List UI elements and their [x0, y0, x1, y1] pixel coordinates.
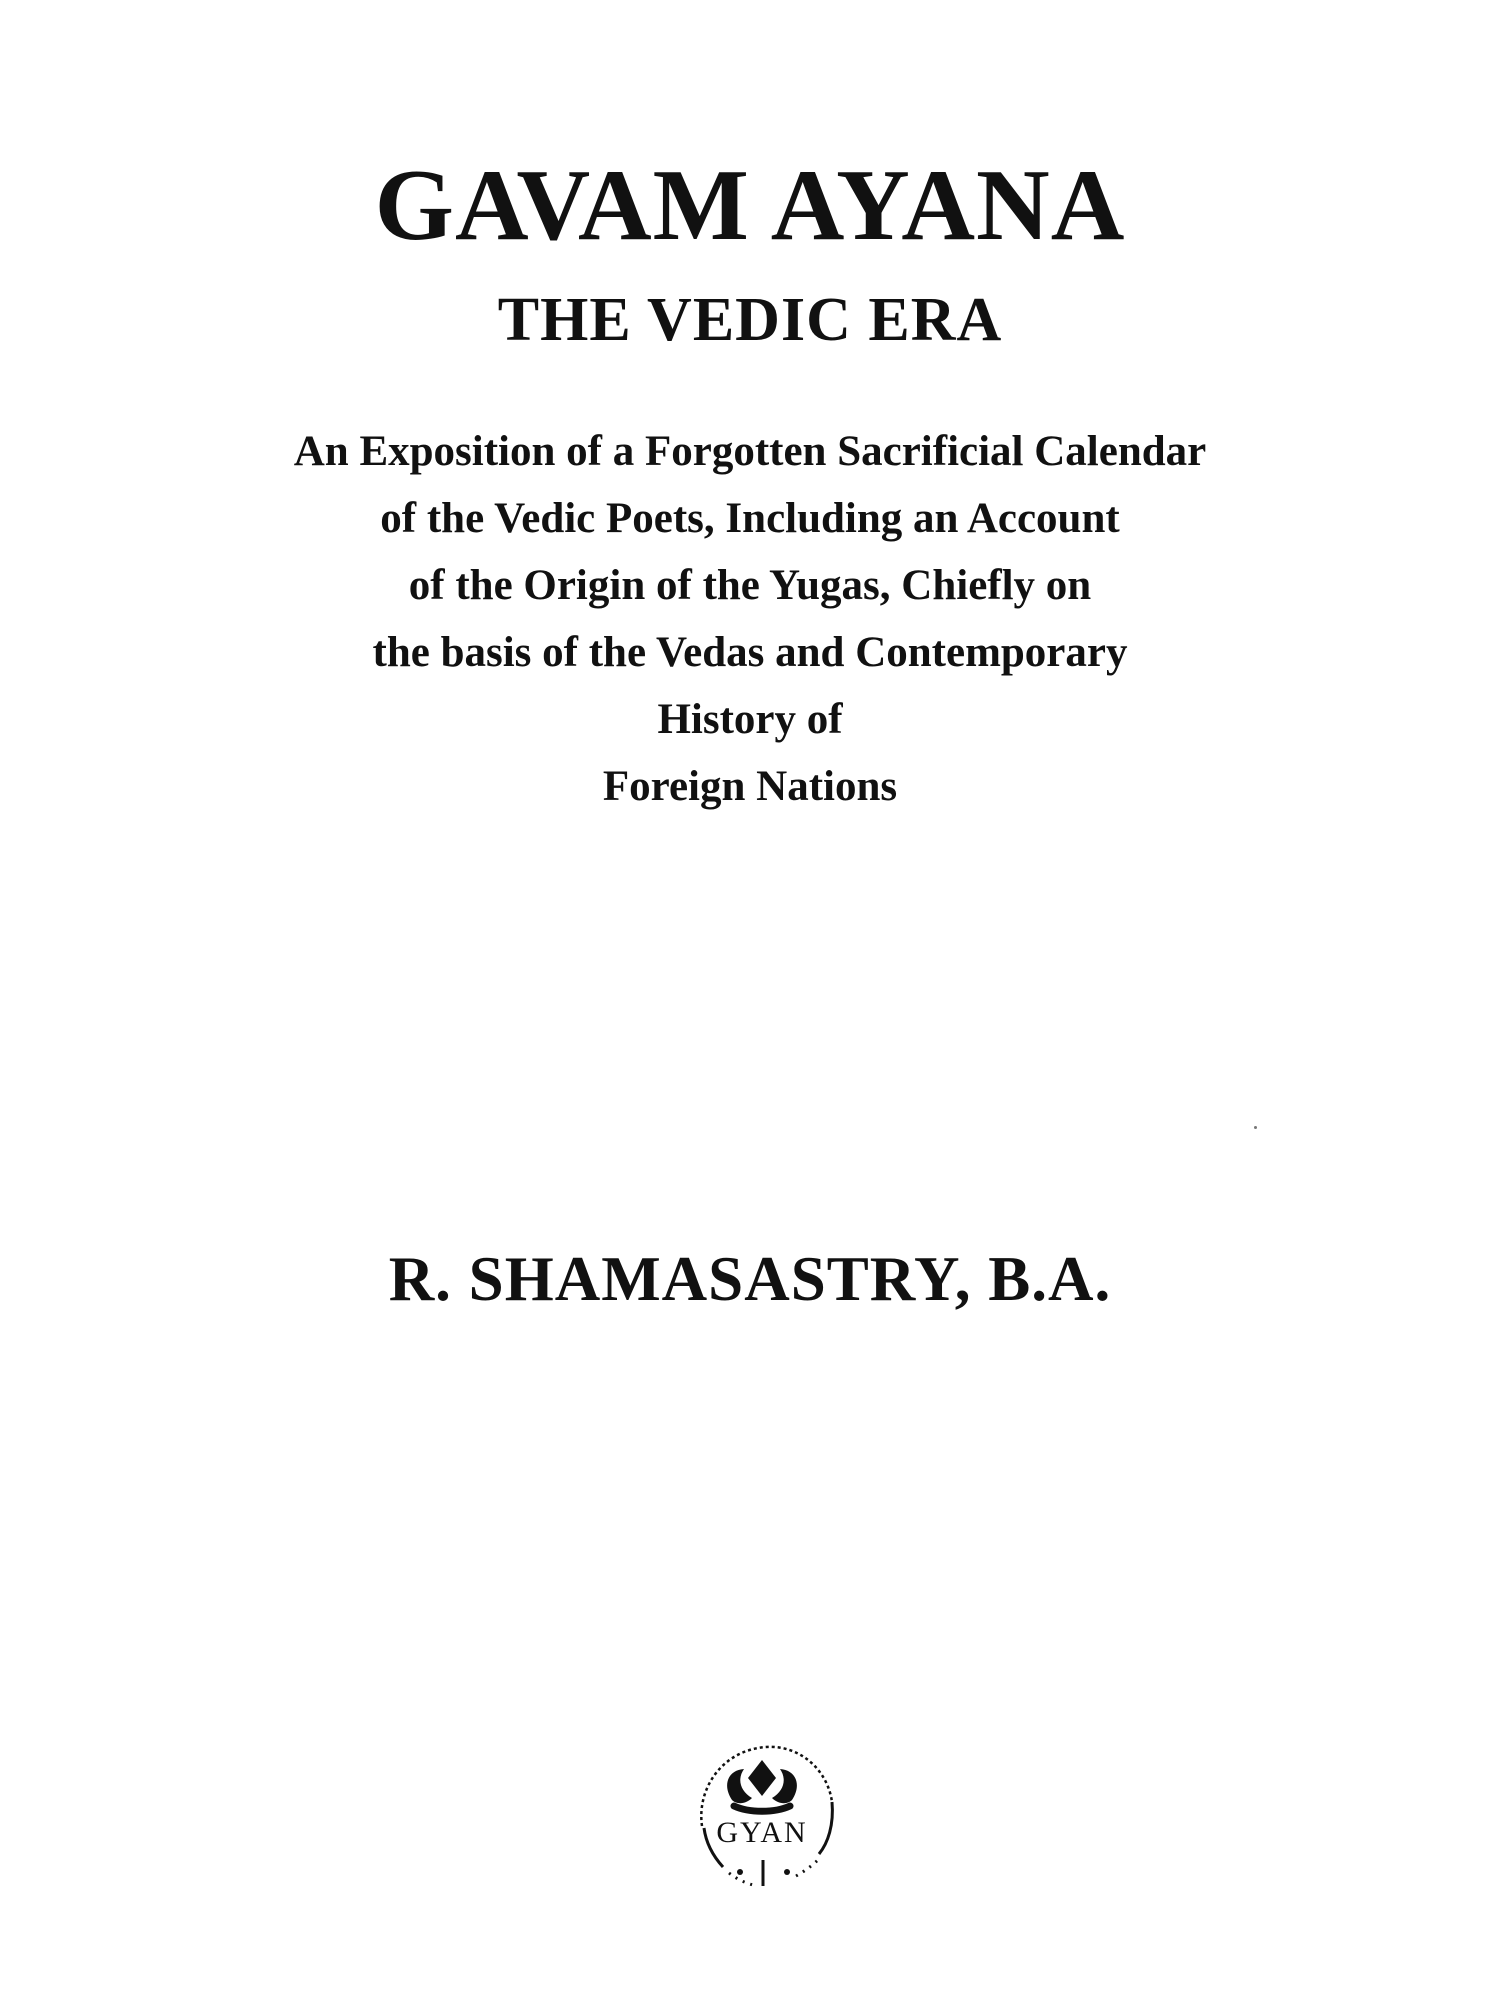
description-line: of the Vedic Poets, Including an Account — [380, 495, 1120, 542]
logo-left-wing — [727, 1769, 752, 1803]
logo-right-wing — [772, 1769, 797, 1803]
description-line: History of — [657, 696, 843, 743]
book-description — [0, 418, 1500, 820]
logo-arc-bottom-right — [796, 1857, 821, 1876]
logo-left-dot — [737, 1869, 743, 1875]
description-line: the basis of the Vedas and Contemporary — [372, 629, 1128, 676]
book-subtitle: THE VEDIC ERA — [497, 286, 1003, 355]
book-title: GAVAM AYANA — [374, 149, 1126, 263]
publisher-emblem-icon — [674, 1722, 850, 1898]
scan-dot — [1254, 1126, 1257, 1129]
logo-right-dot — [784, 1869, 790, 1875]
logo-base-curve — [734, 1806, 790, 1811]
description-line: An Exposition of a Forgotten Sacrificial Calendar — [293, 428, 1207, 475]
gyan-publisher-logo — [674, 1722, 850, 1898]
publisher-logo-text: GYAN — [716, 1816, 808, 1849]
logo-center-diamond — [748, 1760, 776, 1796]
description-line: Foreign Nations — [602, 763, 898, 810]
description-line: of the Origin of the Yugas, Chiefly on — [408, 562, 1092, 609]
author-name: R. SHAMASASTRY, B.A. — [388, 1244, 1112, 1314]
